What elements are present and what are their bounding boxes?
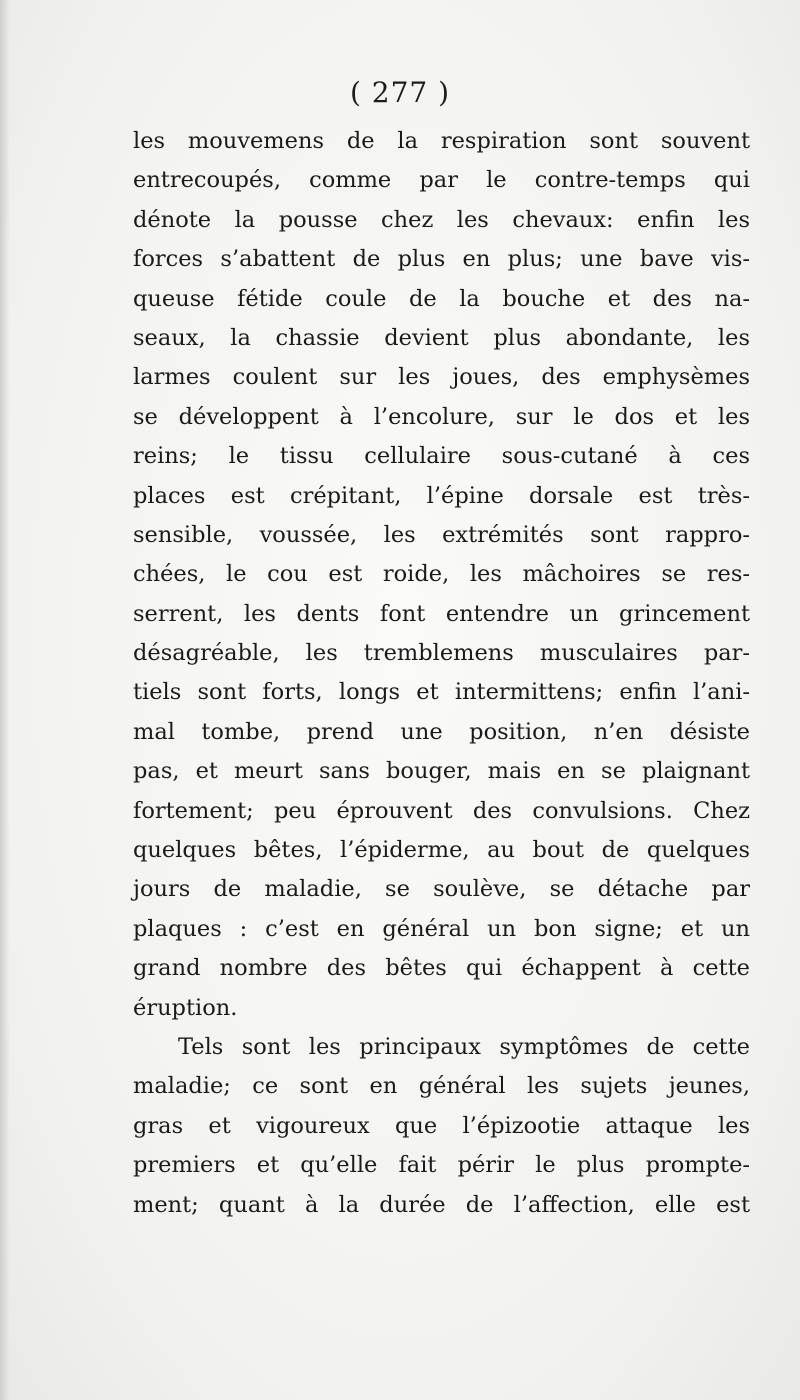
text-line: gras et vigoureux que l’épizootie attaque les xyxy=(133,1112,750,1139)
text-line: les mouvemens de la respiration sont souvent xyxy=(133,128,750,154)
text-line: quelques bêtes, l’épiderme, au bout de quelques xyxy=(133,837,750,864)
text-line: entrecoupés, comme par le contre-temps qui xyxy=(133,167,750,194)
text-line: jours de maladie, se soulève, se détache par xyxy=(133,876,750,903)
text-line: sensible, voussée, les extrémités sont rappro- xyxy=(133,521,750,548)
paragraph-1 xyxy=(133,122,750,1028)
text-line: forces s’abattent de plus en plus; une bave vis- xyxy=(133,246,750,273)
text-line: désagréable, les tremblemens musculaires par- xyxy=(133,640,750,667)
text-line: fortement; peu éprouvent des convulsions. Chez xyxy=(133,797,750,824)
text-line: chées, le cou est roide, les mâchoires se res- xyxy=(133,561,750,588)
paragraph-2 xyxy=(133,1028,750,1225)
text-line: éruption. xyxy=(133,994,238,1021)
text-line: queuse fétide coule de la bouche et des na- xyxy=(133,285,750,312)
text-line: Tels sont les principaux symptômes de cette xyxy=(178,1033,750,1060)
text-line: grand nombre des bêtes qui échappent à cette xyxy=(133,955,750,982)
text-line: ment; quant à la durée de l’affection, elle est xyxy=(133,1191,750,1218)
text-line: serrent, les dents font entendre un grincement xyxy=(133,600,750,627)
text-line: dénote la pousse chez les chevaux: enfin les xyxy=(133,206,750,233)
text-line: pas, et meurt sans bouger, mais en se plaignant xyxy=(133,758,750,785)
text-line: maladie; ce sont en général les sujets jeunes, xyxy=(133,1073,750,1100)
page-binding-shadow xyxy=(0,0,10,1400)
text-line: larmes coulent sur les joues, des emphysèmes xyxy=(133,364,750,391)
page-number: ( 277 ) xyxy=(349,76,451,109)
body-text xyxy=(133,122,750,1225)
text-line: reins; le tissu cellulaire sous-cutané à ces xyxy=(133,443,750,470)
text-line: plaques : c’est en général un bon signe; et un xyxy=(133,915,750,942)
text-line: mal tombe, prend une position, n’en désiste xyxy=(133,718,750,745)
text-line: seaux, la chassie devient plus abondante, les xyxy=(133,324,750,351)
text-line: places est crépitant, l’épine dorsale est très- xyxy=(133,482,750,509)
text-line: premiers et qu’elle fait périr le plus prompte- xyxy=(133,1152,750,1179)
text-line: tiels sont forts, longs et intermittens; enfin l’ani- xyxy=(133,679,750,706)
text-line: se développent à l’encolure, sur le dos et les xyxy=(133,403,750,430)
